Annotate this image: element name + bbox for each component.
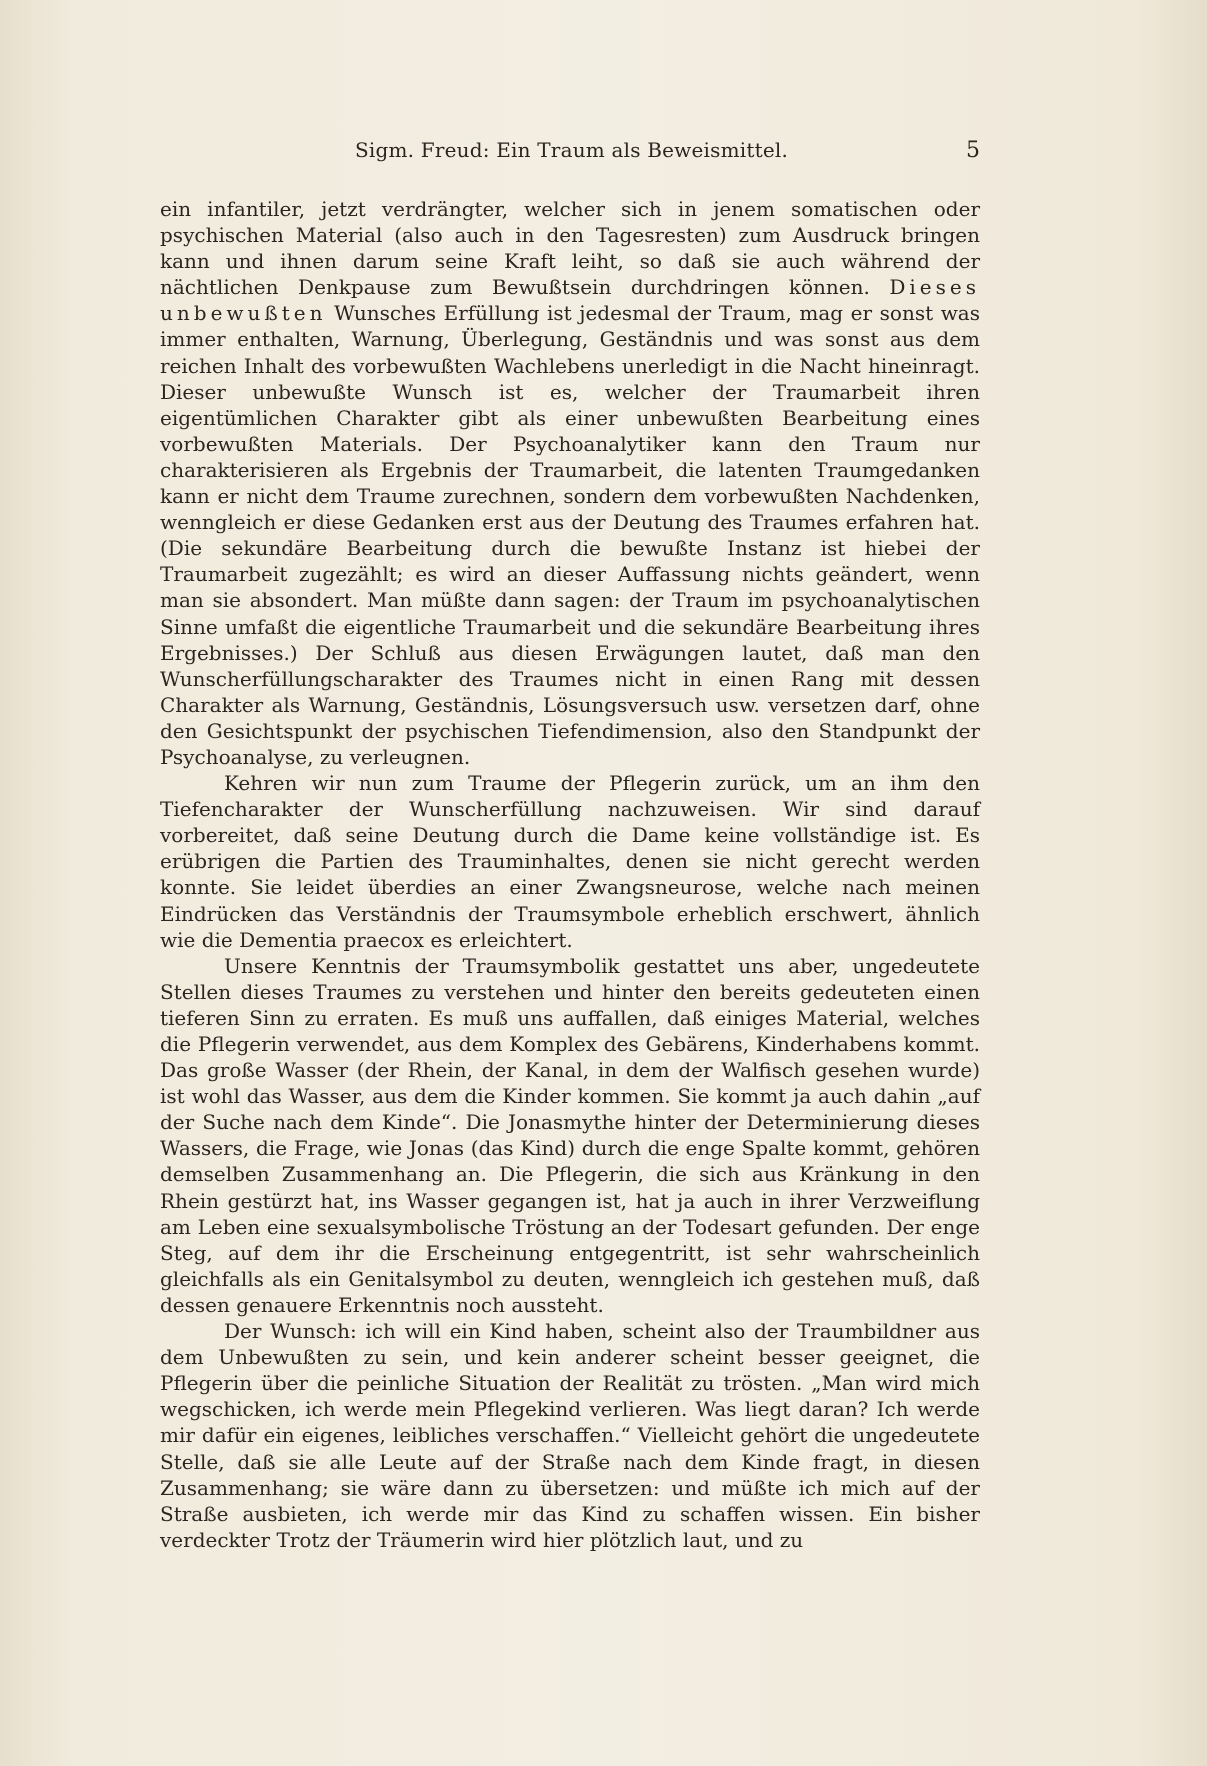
page-number: 5 [966,138,980,163]
paragraph-4: Der Wunsch: ich will ein Kind haben, scheint also der Traumbildner aus dem Unbewußten zu sein, und kein anderer scheint besser geeignet, die Pflegerin über die peinliche Situation der Realität zu trösten. „Man wird mich wegschicken, ich werde mein Pflegekind verlieren. Was liegt daran? Ich werde mir dafür ein eigenes, leibliches verschaffen.“ Vielleicht gehört die ungedeutete Stelle, daß sie alle Leute auf der Straße nach dem Kinde fragt, in diesen Zusammenhang; sie wäre dann zu übersetzen: und müßte ich mich auf der Straße ausbieten, ich werde mir das Kind zu schaffen wissen. Ein bisher verdeckter Trotz der Träumerin wird hier plötzlich laut, und zu [160,1319,980,1552]
emphasized-text: Dieses unbewußten [160,275,980,326]
paragraph-1-part-b: Wunsches Erfüllung ist jedesmal der Traum, mag er sonst was immer enthalten, Warnung, Überlegung, Geständnis und was sonst aus dem reichen Inhalt des vorbewußten Wachlebens unerledigt in die Nacht hineinragt. Dieser unbewußte Wunsch ist es, welcher der Traumarbeit ihren eigentümlichen Charakter gibt als einer unbewußten Bearbeitung eines vorbewußten Materials. Der Psychoanalytiker kann den Traum nur charakterisieren als Ergebnis der Traumarbeit, die latenten Traumgedanken kann er nicht dem Traume zurechnen, sondern dem vorbewußten Nachdenken, wenngleich er diese Gedanken erst aus der Deutung des Traumes erfahren hat. (Die sekundäre Bearbeitung durch die bewußte Instanz ist hiebei der Traumarbeit zugezählt; es wird an dieser Auffassung nichts geändert, wenn man sie absondert. Man müßte dann sagen: der Traum im psychoanalytischen Sinne umfaßt die eigentliche Traumarbeit und die sekundäre Bearbeitung ihres Ergebnisses.) Der Schluß aus diesen Erwägungen lautet, daß man den Wunscherfüllungscharakter des Traumes nicht in einen Rang mit dessen Charakter als Warnung, Geständnis, Lösungsversuch usw. versetzen darf, ohne den Gesichtspunkt der psychischen Tiefendimension, also den Standpunkt der Psychoanalyse, zu verleugnen. [160,301,980,769]
paragraph-2: Kehren wir nun zum Traume der Pflegerin zurück, um an ihm den Tiefencharakter der Wunscherfüllung nachzuweisen. Wir sind darauf vorbereitet, daß seine Deutung durch die Dame keine vollständige ist. Es erübrigen die Partien des Trauminhaltes, denen sie nicht gerecht werden konnte. Sie leidet überdies an einer Zwangsneurose, welche nach meinen Eindrücken das Verständnis der Traumsymbole erheblich erschwert, ähnlich wie die Dementia praecox es erleichtert. [160,771,980,952]
body-text [160,196,980,1553]
page-header [160,138,980,172]
paragraph-1 [160,196,980,770]
paragraph-1-part-a: ein infantiler, jetzt verdrängter, welcher sich in jenem somatischen oder psychischen Material (also auch in den Tagesresten) zum Ausdruck bringen kann und ihnen darum seine Kraft leiht, so daß sie auch während der nächtlichen Denkpause zum Bewußtsein durchdringen können. [160,197,980,300]
running-head: Sigm. Freud: Ein Traum als Beweismittel. [355,138,789,162]
paragraph-3: Unsere Kenntnis der Traumsymbolik gestattet uns aber, ungedeutete Stellen dieses Traumes zu verstehen und hinter den bereits gedeuteten einen tieferen Sinn zu erraten. Es muß uns auffallen, daß einiges Material, welches die Pflegerin verwendet, aus dem Komplex des Gebärens, Kinderhabens kommt. Das große Wasser (der Rhein, der Kanal, in dem der Walfisch gesehen wurde) ist wohl das Wasser, aus dem die Kinder kommen. Sie kommt ja auch dahin „auf der Suche nach dem Kinde“. Die Jonasmythe hinter der Determinierung dieses Wassers, die Frage, wie Jonas (das Kind) durch die enge Spalte kommt, gehören demselben Zusammenhang an. Die Pflegerin, die sich aus Kränkung in den Rhein gestürzt hat, ins Wasser gegangen ist, hat ja auch in ihrer Verzweiflung am Leben eine sexualsymbolische Tröstung an der Todesart gefunden. Der enge Steg, auf dem ihr die Erscheinung entgegentritt, ist sehr wahrscheinlich gleichfalls als ein Genitalsymbol zu deuten, wenngleich ich gestehen muß, daß dessen genauere Erkenntnis noch aussteht. [160,953,980,1317]
